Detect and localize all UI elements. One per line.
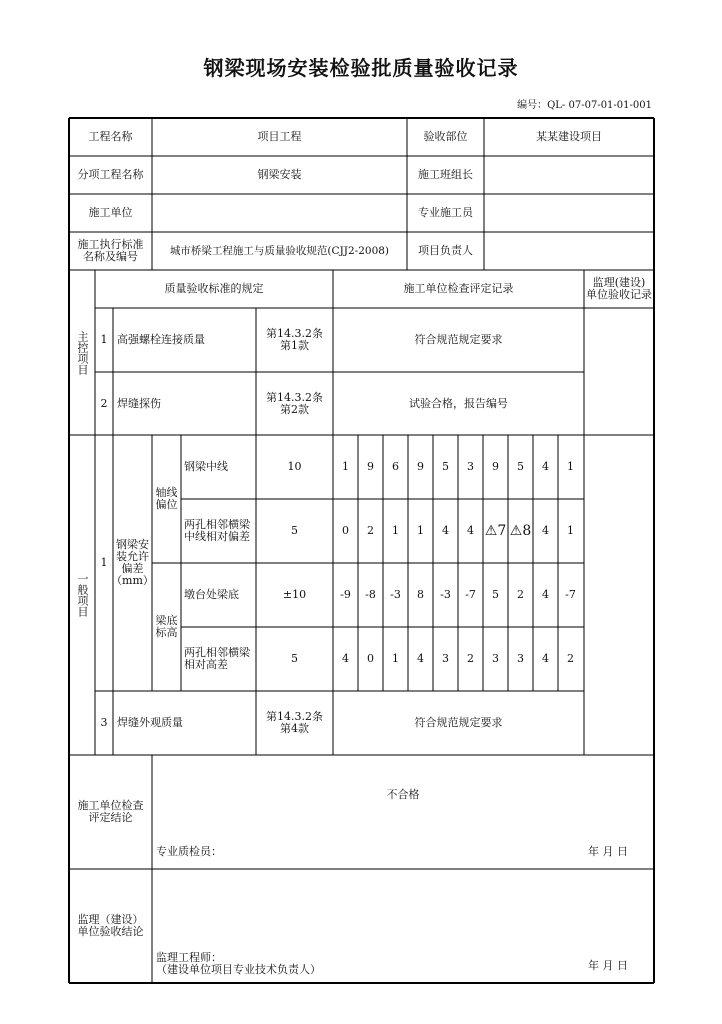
conclusion-label-line1: 施工单位检查 bbox=[77, 799, 144, 812]
measure-value-cell: 4 bbox=[342, 652, 349, 665]
conclusion-label-line2: 评定结论 bbox=[88, 811, 133, 824]
record-number: 编号：QL- 07-07-01-01-001 bbox=[517, 100, 652, 111]
team-leader-label: 施工班组长 bbox=[418, 168, 473, 181]
deviation-label-line1: 钢梁安 bbox=[116, 538, 149, 551]
elevation-group-line1: 梁底 bbox=[155, 614, 178, 627]
standard-label-line2: 名称及编号 bbox=[83, 250, 138, 263]
construction-unit-value bbox=[152, 194, 407, 232]
main-item-2-no: 2 bbox=[100, 396, 108, 410]
measure-value-cell: 3 bbox=[492, 652, 499, 665]
measure-value-cell: -9 bbox=[340, 588, 351, 601]
project-manager-label: 项目负责人 bbox=[418, 244, 473, 257]
general-item-1-no: 1 bbox=[100, 556, 108, 569]
main-item-2-name: 焊缝探伤 bbox=[117, 396, 161, 410]
construction-unit-label: 施工单位 bbox=[88, 206, 133, 219]
measure-value-cell: 3 bbox=[442, 652, 449, 665]
measure-value-cell: 5 bbox=[442, 460, 449, 473]
measure-value-cell: 6 bbox=[392, 460, 399, 473]
measure-row-name-line1: 两孔相邻横梁 bbox=[184, 518, 250, 531]
main-item-1-result: 符合规范规定要求 bbox=[414, 333, 503, 346]
measure-value-cell: 2 bbox=[367, 524, 374, 537]
measure-value-cell: 2 bbox=[517, 588, 524, 601]
measure-value-cell: 3 bbox=[517, 652, 524, 665]
measure-value-cell: 3 bbox=[467, 460, 474, 473]
supervision-date: 年 月 日 bbox=[588, 959, 628, 972]
measure-row-tolerance: 5 bbox=[291, 652, 298, 665]
main-control-label: 主控项目 bbox=[76, 330, 89, 375]
measure-row-name bbox=[181, 627, 256, 691]
measure-value-cell: 1 bbox=[342, 460, 349, 473]
deviation-label bbox=[113, 435, 152, 691]
conclusion-date: 年 月 日 bbox=[588, 845, 628, 858]
supervision-label bbox=[69, 869, 152, 983]
main-item-1-name: 高强螺栓连接质量 bbox=[117, 333, 205, 346]
measure-value-cell: ⚠7 bbox=[484, 523, 507, 539]
general-item-3-no: 3 bbox=[100, 716, 108, 729]
project-name-label: 工程名称 bbox=[88, 130, 133, 143]
general-item-3-clause bbox=[256, 691, 333, 755]
supervision-header-line2: 单位验收记录 bbox=[586, 288, 652, 301]
measure-value-cell: -3 bbox=[390, 588, 401, 601]
main-item-1-no: 1 bbox=[100, 333, 108, 346]
measure-value-cell: ⚠8 bbox=[509, 523, 532, 539]
main-item-2-clause-line1: 第14.3.2条 bbox=[266, 390, 323, 404]
measure-value-cell: 1 bbox=[392, 524, 399, 537]
measure-value-cell: 1 bbox=[392, 652, 399, 665]
measure-value-cell: 9 bbox=[492, 460, 499, 473]
supervision-column-header bbox=[584, 270, 654, 308]
measure-value-cell: 4 bbox=[542, 460, 549, 473]
measure-value-cell: 4 bbox=[542, 524, 549, 537]
measure-value-cell: 9 bbox=[367, 460, 374, 473]
supervision-label-line2: 单位验收结论 bbox=[77, 925, 144, 938]
project-name-value: 项目工程 bbox=[257, 130, 302, 143]
main-item-2-clause bbox=[256, 372, 333, 435]
measure-row-name bbox=[181, 499, 256, 563]
project-manager-value bbox=[484, 232, 654, 270]
axis-group-label bbox=[152, 435, 181, 563]
deviation-label-line2: 装允许 bbox=[116, 550, 149, 563]
elevation-group-line2: 标高 bbox=[155, 626, 178, 639]
measure-value-cell: 4 bbox=[542, 588, 549, 601]
measure-value-cell: -7 bbox=[465, 588, 476, 601]
supervision-engineer-note: （建设单位项目专业技术负责人） bbox=[156, 963, 321, 976]
standard-label bbox=[69, 232, 152, 270]
spec-column-header: 质量验收标准的规定 bbox=[164, 282, 264, 295]
measure-value-cell: 4 bbox=[417, 652, 424, 665]
deviation-label-line4: （mm） bbox=[111, 574, 154, 587]
measure-value-cell: 4 bbox=[467, 524, 474, 537]
supervision-header-line1: 监理(建设) bbox=[592, 276, 646, 289]
acceptance-part-value: 某某建设项目 bbox=[536, 130, 602, 143]
general-label: 一般项目 bbox=[76, 573, 89, 617]
measure-row-name-line2: 相对高差 bbox=[184, 658, 228, 671]
measure-value-cell: -3 bbox=[440, 588, 451, 601]
measure-value-cell: 5 bbox=[492, 588, 499, 601]
measure-value-cell: -7 bbox=[565, 588, 576, 601]
measure-value-cell: 0 bbox=[342, 524, 349, 537]
measure-value-cell: -8 bbox=[365, 588, 376, 601]
measure-row-name-line2: 中线相对偏差 bbox=[184, 530, 250, 543]
quality-inspector-sign-label: 专业质检员： bbox=[156, 845, 222, 858]
general-item-3-clause-line1: 第14.3.2条 bbox=[266, 710, 323, 723]
record-column-header: 施工单位检查评定记录 bbox=[403, 282, 514, 295]
measure-value-cell: 1 bbox=[417, 524, 424, 537]
measure-value-cell: 4 bbox=[542, 652, 549, 665]
main-item-2-result: 试验合格，报告编号 bbox=[409, 396, 508, 410]
measure-value-cell: 5 bbox=[517, 460, 524, 473]
measure-value-cell: 9 bbox=[417, 460, 424, 473]
measure-value-cell: 4 bbox=[442, 524, 449, 537]
measure-row-name-line1: 墩台处梁底 bbox=[184, 588, 239, 601]
measure-row-name bbox=[181, 435, 256, 499]
measure-row-name bbox=[181, 563, 256, 627]
general-item-3-result: 符合规范规定要求 bbox=[414, 716, 503, 729]
measure-value-cell: 1 bbox=[567, 524, 574, 537]
main-item-1-clause-line2: 第1款 bbox=[280, 339, 309, 352]
axis-group-line1: 轴线 bbox=[155, 486, 178, 499]
elevation-group-label bbox=[152, 563, 181, 691]
main-item-2-clause-line2: 第2款 bbox=[280, 402, 309, 416]
supervision-engineer-label: 监理工程师： bbox=[156, 951, 222, 964]
standard-value: 城市桥梁工程施工与质量验收规范(CJJ2-2008) bbox=[169, 245, 390, 257]
conclusion-label bbox=[69, 755, 152, 869]
measure-row-name-line1: 两孔相邻横梁 bbox=[184, 646, 250, 659]
general-item-3-clause-line2: 第4款 bbox=[280, 722, 309, 735]
acceptance-part-label: 验收部位 bbox=[423, 130, 468, 143]
general-item-3-name: 焊缝外观质量 bbox=[117, 716, 183, 729]
main-item-1-clause-line1: 第14.3.2条 bbox=[266, 327, 323, 340]
measure-value-cell: 2 bbox=[567, 652, 574, 665]
page-title: 钢梁现场安装检验批质量验收记录 bbox=[203, 56, 519, 80]
conclusion-result: 不合格 bbox=[386, 788, 420, 801]
measure-value-cell: 1 bbox=[567, 460, 574, 473]
measure-value-cell: 2 bbox=[467, 652, 474, 665]
standard-label-line1: 施工执行标准 bbox=[77, 238, 144, 251]
main-item-1-clause bbox=[256, 308, 333, 372]
sub-project-value: 钢梁安装 bbox=[257, 168, 302, 181]
supervision-engineer bbox=[152, 952, 402, 980]
axis-group-line2: 偏位 bbox=[155, 498, 178, 511]
sub-project-label: 分项工程名称 bbox=[77, 168, 144, 181]
measure-value-cell: 0 bbox=[367, 652, 374, 665]
measure-row-tolerance: 10 bbox=[287, 460, 302, 473]
measure-row-name-line1: 钢梁中线 bbox=[184, 460, 228, 473]
measure-row-tolerance: ±10 bbox=[282, 588, 307, 601]
team-leader-value bbox=[484, 156, 654, 194]
quality-inspector-label: 专业施工员 bbox=[418, 206, 473, 219]
supervision-label-line1: 监理（建设） bbox=[77, 913, 144, 926]
measure-value-cell: 8 bbox=[417, 588, 424, 601]
deviation-label-line3: 偏差 bbox=[121, 562, 144, 575]
quality-inspector-value bbox=[484, 194, 654, 232]
measure-row-tolerance: 5 bbox=[291, 524, 298, 537]
